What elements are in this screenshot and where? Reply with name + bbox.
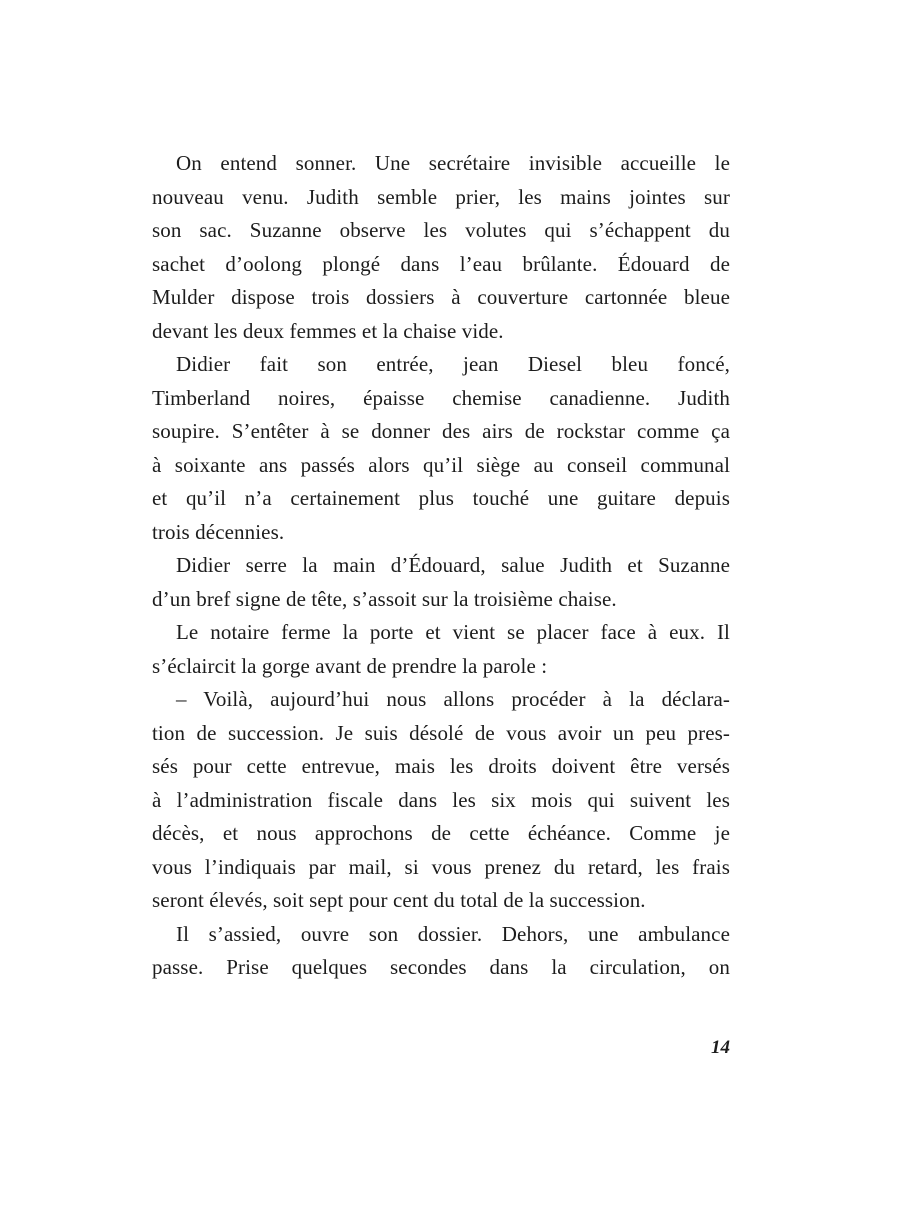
text-line: tion de succession. Je suis désolé de vous avoir un peu pres-	[152, 720, 730, 745]
text-line: Il s’assied, ouvre son dossier. Dehors, une ambulance	[176, 921, 730, 946]
paragraph	[152, 616, 730, 683]
text-line: vous l’indiquais par mail, si vous prenez du retard, les frais	[152, 854, 730, 879]
text-line: Le notaire ferme la porte et vient se placer face à eux. Il	[176, 620, 730, 644]
text-line: seront élevés, soit sept pour cent du total de la succession.	[152, 888, 646, 912]
text-line: s’éclaircit la gorge avant de prendre la parole :	[152, 653, 548, 678]
paragraph	[152, 348, 730, 549]
text-line: trois décennies.	[152, 519, 285, 544]
text-line: à l’administration fiscale dans les six mois qui suivent les	[152, 787, 730, 812]
text-line: Timberland noires, épaisse chemise canadienne. Judith	[152, 385, 730, 410]
paragraph	[152, 147, 730, 348]
text-line: passe. Prise quelques secondes dans la circulation, on	[152, 955, 730, 979]
paragraph	[152, 683, 730, 918]
paragraph	[152, 549, 730, 616]
text-line: On entend sonner. Une secrétaire invisible accueille le	[176, 151, 730, 175]
text-line: d’un bref signe de tête, s’assoit sur la troisième chaise.	[152, 586, 617, 611]
text-line: Didier fait son entrée, jean Diesel bleu foncé,	[176, 352, 730, 376]
text-line: devant les deux femmes et la chaise vide.	[152, 318, 504, 343]
text-line: à soixante ans passés alors qu’il siège au conseil communal	[152, 452, 730, 477]
body-text	[152, 147, 730, 985]
text-line: Didier serre la main d’Édouard, salue Judith et Suzanne	[176, 553, 730, 577]
paragraph	[152, 918, 730, 985]
text-line: décès, et nous approchons de cette échéance. Comme je	[152, 821, 730, 845]
text-line: nouveau venu. Judith semble prier, les mains jointes sur	[152, 184, 730, 209]
text-line: Mulder dispose trois dossiers à couverture cartonnée bleue	[152, 285, 730, 309]
text-line: et qu’il n’a certainement plus touché une guitare depuis	[152, 486, 730, 510]
text-line: – Voilà, aujourd’hui nous allons procéder à la déclara-	[176, 687, 730, 711]
text-line: son sac. Suzanne observe les volutes qui s’échappent du	[152, 218, 730, 242]
text-line: soupire. S’entêter à se donner des airs de rockstar comme ça	[152, 419, 730, 443]
text-line: sés pour cette entrevue, mais les droits doivent être versés	[152, 754, 730, 778]
page-number: 14	[711, 1037, 730, 1058]
text-line: sachet d’oolong plongé dans l’eau brûlante. Édouard de	[152, 251, 730, 276]
